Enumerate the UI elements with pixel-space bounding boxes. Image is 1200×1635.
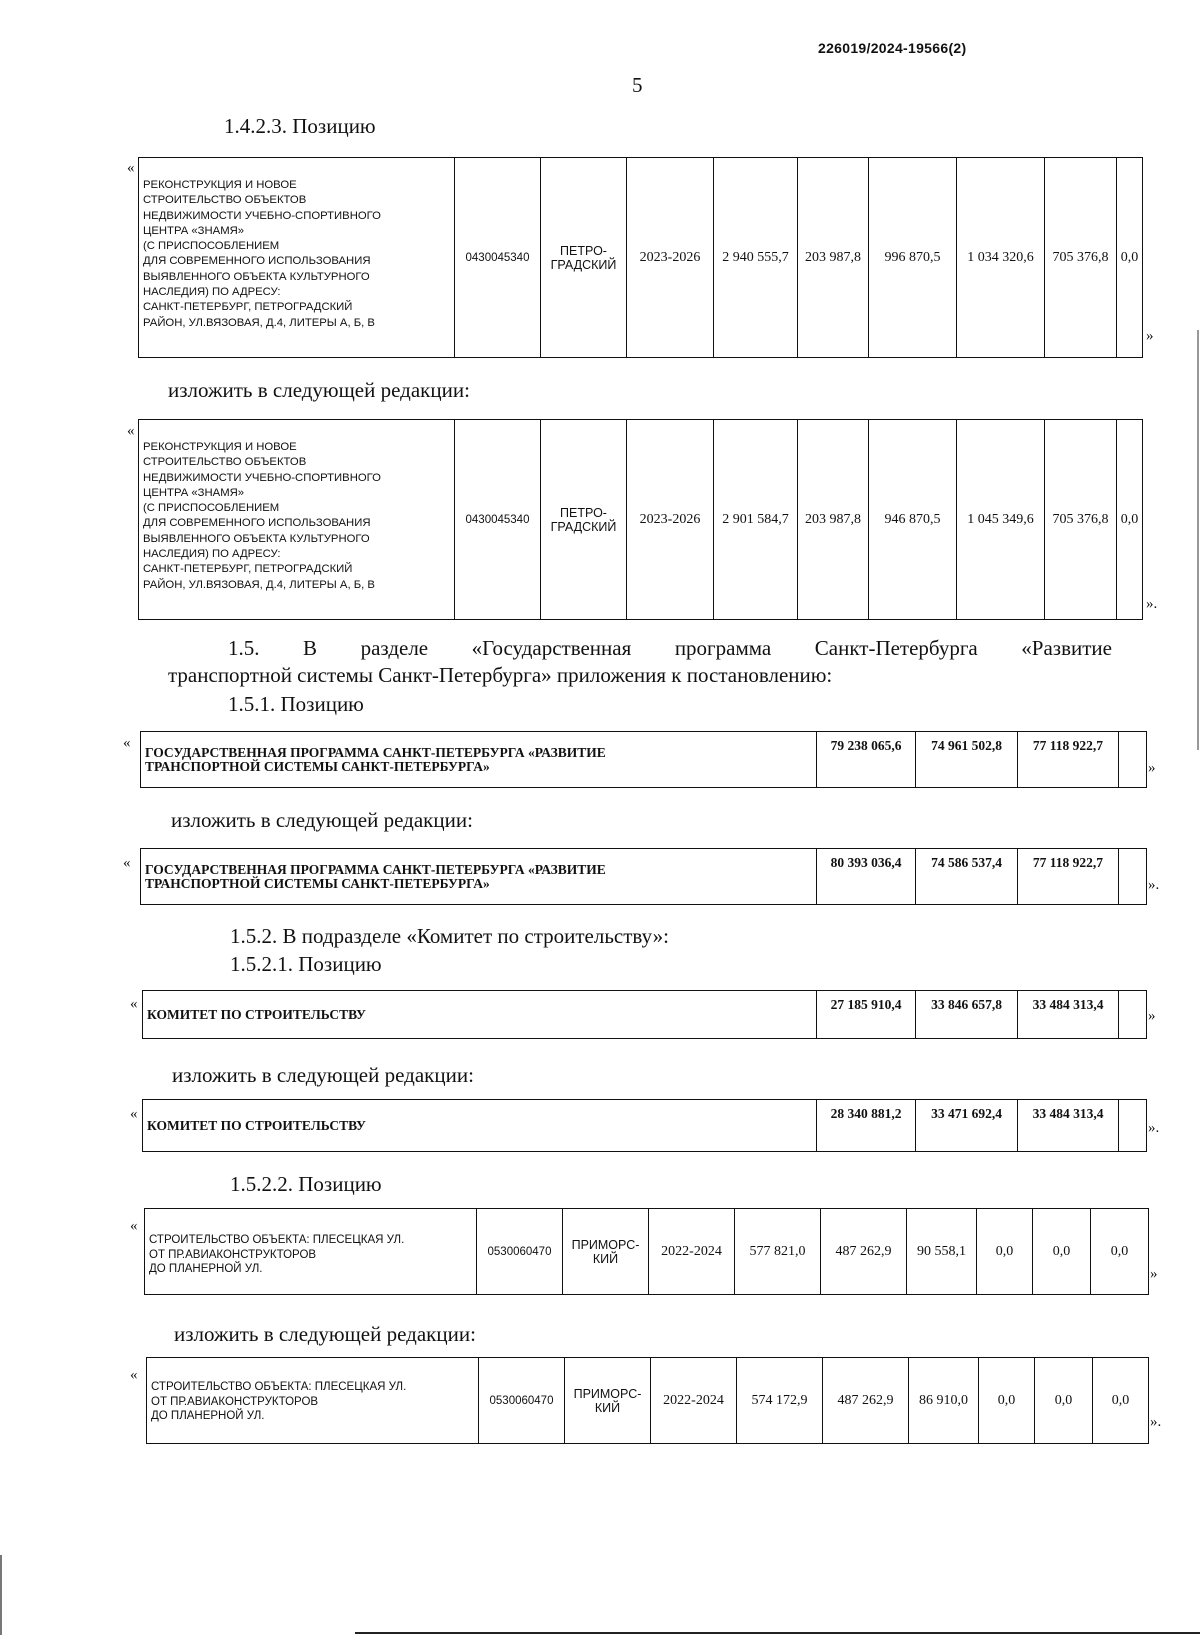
value-2023: 203 987,8 [798,158,869,358]
close-quote: » [1146,328,1154,344]
open-quote: « [130,996,138,1012]
close-quote-dot: ». [1148,1120,1160,1136]
close-quote-dot: ». [1150,1414,1162,1430]
empty-cell [1119,732,1147,788]
value-2: 74 961 502,8 [916,732,1018,788]
value-total: 574 172,9 [737,1358,823,1444]
new-edition-label: изложить в следующей редакции: [168,378,470,402]
years: 2022-2024 [649,1209,735,1295]
section-15-line2: транспортной системы Санкт-Петербурга» приложения к постановлению: [168,663,833,687]
object-code: 0430045340 [455,158,541,358]
value-total: 2 901 584,7 [714,420,798,620]
heading-1522: 1.5.2.2. Позицию [230,1172,382,1196]
object-table-old-1522 [144,1208,1149,1295]
years: 2023-2026 [627,158,714,358]
years: 2022-2024 [651,1358,737,1444]
district: ПРИМОРС- КИЙ [565,1358,651,1444]
value-2022: 487 262,9 [821,1209,907,1295]
object-code: 0530060470 [477,1209,563,1295]
value-2: 33 846 657,8 [916,991,1018,1039]
value-2024: 0,0 [979,1358,1035,1444]
open-quote: « [123,735,131,751]
new-edition-label: изложить в следующей редакции: [171,808,473,832]
program-table-old-151 [140,731,1147,788]
position-table-old-1423 [138,157,1143,358]
value-1: 80 393 036,4 [817,849,916,905]
close-quote: » [1148,760,1156,776]
program-name: ГОСУДАРСТВЕННАЯ ПРОГРАММА САНКТ-ПЕТЕРБУРГА «РАЗВИТИЕ ТРАНСПОРТНОЙ СИСТЕМЫ САНКТ-ПЕТЕРБУРГА» [141,732,817,788]
value-2024: 0,0 [977,1209,1033,1295]
document-number: 226019/2024-19566(2) [818,40,967,56]
value-2026: 705 376,8 [1045,420,1117,620]
district: ПРИМОРС- КИЙ [563,1209,649,1295]
value-2026: 0,0 [1093,1358,1149,1444]
program-name: ГОСУДАРСТВЕННАЯ ПРОГРАММА САНКТ-ПЕТЕРБУРГА «РАЗВИТИЕ ТРАНСПОРТНОЙ СИСТЕМЫ САНКТ-ПЕТЕРБУРГА» [141,849,817,905]
object-table-new-1522 [146,1357,1149,1444]
years: 2023-2026 [627,420,714,620]
open-quote: « [127,160,135,176]
open-quote: « [130,1367,138,1383]
open-quote: « [130,1106,138,1122]
new-edition-label: изложить в следующей редакции: [172,1063,474,1087]
object-name: РЕКОНСТРУКЦИЯ И НОВОЕ СТРОИТЕЛЬСТВО ОБЪЕКТОВ НЕДВИЖИМОСТИ УЧЕБНО-СПОРТИВНОГО ЦЕНТРА «ЗНАМЯ» (С ПРИСПОСОБЛЕНИЕМ ДЛЯ СОВРЕМЕННОГО ИСПОЛЬЗОВАНИЯ ВЫЯВЛЕННОГО ОБЪЕКТА КУЛЬТУРНОГО НАСЛЕДИЯ) ПО АДРЕСУ: САНКТ-ПЕТЕРБУРГ, ПЕТРОГРАДСКИЙ РАЙОН, УЛ.ВЯЗОВАЯ, Д.4, ЛИТЕРЫ А, Б, В [139,420,455,620]
position-table-new-1423 [138,419,1143,620]
close-quote: » [1148,1008,1156,1024]
empty-cell [1119,1100,1147,1152]
value-3: 33 484 313,4 [1018,1100,1119,1152]
close-quote-dot: ». [1146,596,1158,612]
value-2026: 705 376,8 [1045,158,1117,358]
object-name: СТРОИТЕЛЬСТВО ОБЪЕКТА: ПЛЕСЕЦКАЯ УЛ. ОТ ПР.АВИАКОНСТРУКТОРОВ ДО ПЛАНЕРНОЙ УЛ. [145,1209,477,1295]
program-table-new-151 [140,848,1147,905]
district: ПЕТРО- ГРАДСКИЙ [541,158,627,358]
heading-1423: 1.4.2.3. Позицию [224,114,376,138]
empty-cell [1119,849,1147,905]
value-3: 33 484 313,4 [1018,991,1119,1039]
new-edition-label: изложить в следующей редакции: [174,1322,476,1346]
value-total: 2 940 555,7 [714,158,798,358]
close-quote-dot: ». [1148,877,1160,893]
value-2: 33 471 692,4 [916,1100,1018,1152]
object-name: СТРОИТЕЛЬСТВО ОБЪЕКТА: ПЛЕСЕЦКАЯ УЛ. ОТ ПР.АВИАКОНСТРУКТОРОВ ДО ПЛАНЕРНОЙ УЛ. [147,1358,479,1444]
section-15-line1: 1.5. В разделе «Государственная программа Санкт-Петербурга «Развитие [228,636,1112,660]
scan-edge-line [0,1555,2,1635]
page-number: 5 [632,73,643,97]
object-name: РЕКОНСТРУКЦИЯ И НОВОЕ СТРОИТЕЛЬСТВО ОБЪЕКТОВ НЕДВИЖИМОСТИ УЧЕБНО-СПОРТИВНОГО ЦЕНТРА «ЗНАМЯ» (С ПРИСПОСОБЛЕНИЕМ ДЛЯ СОВРЕМЕННОГО ИСПОЛЬЗОВАНИЯ ВЫЯВЛЕННОГО ОБЪЕКТА КУЛЬТУРНОГО НАСЛЕДИЯ) ПО АДРЕСУ: САНКТ-ПЕТЕРБУРГ, ПЕТРОГРАДСКИЙ РАЙОН, УЛ.ВЯЗОВАЯ, Д.4, ЛИТЕРЫ А, Б, В [139,158,455,358]
committee-table-old [142,990,1147,1039]
value-2023: 90 558,1 [907,1209,977,1295]
heading-151: 1.5.1. Позицию [228,692,364,716]
heading-152: 1.5.2. В подразделе «Комитет по строительству»: [230,924,669,948]
heading-1521: 1.5.2.1. Позицию [230,952,382,976]
value-2: 74 586 537,4 [916,849,1018,905]
value-later: 0,0 [1117,420,1143,620]
object-code: 0430045340 [455,420,541,620]
value-2025: 0,0 [1035,1358,1093,1444]
value-2025: 0,0 [1033,1209,1091,1295]
committee-name: КОМИТЕТ ПО СТРОИТЕЛЬСТВУ [143,1100,817,1152]
object-code: 0530060470 [479,1358,565,1444]
value-1: 79 238 065,6 [817,732,916,788]
value-3: 77 118 922,7 [1018,849,1119,905]
value-2022: 487 262,9 [823,1358,909,1444]
open-quote: « [127,423,135,439]
value-3: 77 118 922,7 [1018,732,1119,788]
value-2025: 1 034 320,6 [957,158,1045,358]
close-quote: » [1150,1266,1158,1282]
value-2024: 996 870,5 [869,158,957,358]
scan-bottom-line [355,1632,1200,1634]
value-2023: 203 987,8 [798,420,869,620]
value-2023: 86 910,0 [909,1358,979,1444]
value-2026: 0,0 [1091,1209,1149,1295]
empty-cell [1119,991,1147,1039]
value-later: 0,0 [1117,158,1143,358]
open-quote: « [130,1218,138,1234]
committee-table-new [142,1099,1147,1152]
value-2024: 946 870,5 [869,420,957,620]
value-1: 27 185 910,4 [817,991,916,1039]
committee-name: КОМИТЕТ ПО СТРОИТЕЛЬСТВУ [143,991,817,1039]
open-quote: « [123,855,131,871]
value-1: 28 340 881,2 [817,1100,916,1152]
scan-edge-line [1197,330,1199,750]
value-2025: 1 045 349,6 [957,420,1045,620]
district: ПЕТРО- ГРАДСКИЙ [541,420,627,620]
value-total: 577 821,0 [735,1209,821,1295]
